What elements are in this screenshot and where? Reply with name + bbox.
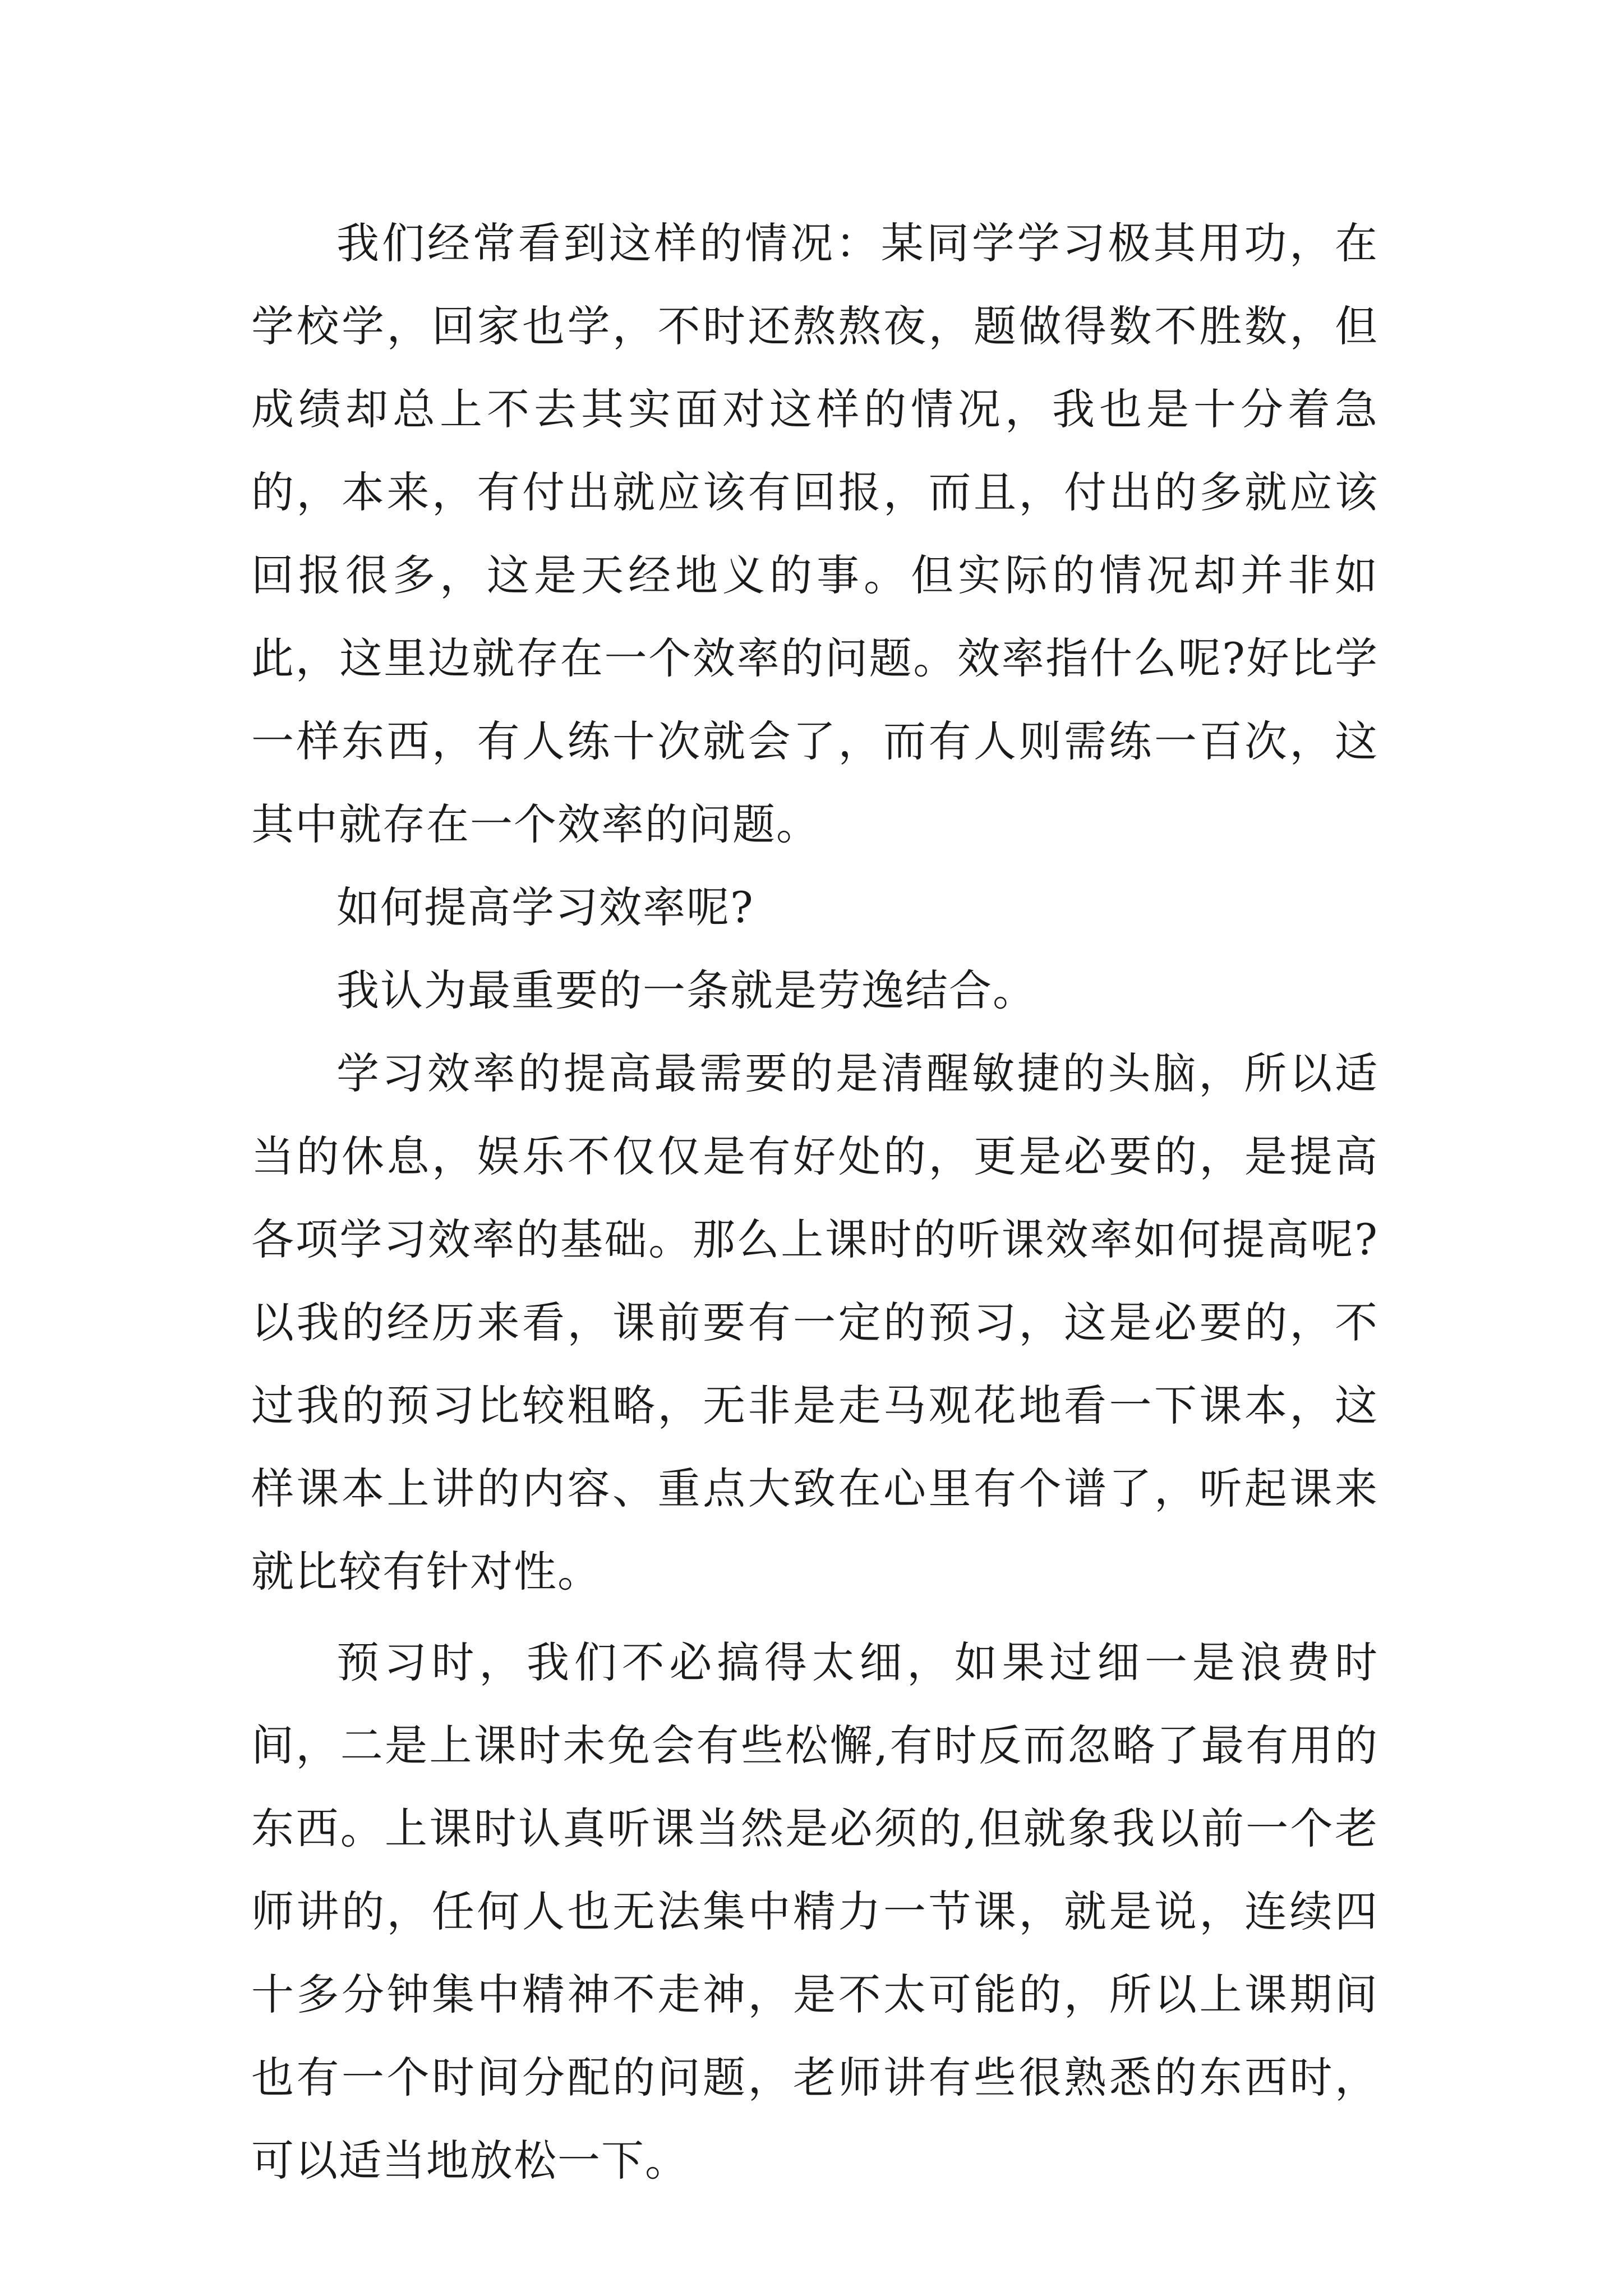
paragraph-3: 我认为最重要的一条就是劳逸结合。: [336, 965, 1036, 1015]
paragraph-2: 如何提高学习效率呢?: [336, 882, 754, 932]
paragraph-5: 预习时，我们不必搞得太细，如果过细一是浪费时间，二是上课时未免会有些松懈,有时反而忽略了最有用的东西。上课时认真听课当然是必须的,但就象我以前一个老师讲的，任何人也无法集中精力一节课，就是说，连续四十多分钟集中精神不走神，是不太可能的，所以上课期间也有一个时间分配的问题，老师讲有些很熟悉的东西时，可以适当地放松一下。: [251, 1637, 1378, 2185]
document-body: [251, 202, 1378, 2202]
paragraph-1: 我们经常看到这样的情况：某同学学习极其用功，在学校学，回家也学，不时还熬熬夜，题做得数不胜数，但成绩却总上不去其实面对这样的情况，我也是十分着急的，本来，有付出就应该有回报，而且，付出的多就应该回报很多，这是天经地义的事。但实际的情况却并非如此，这里边就存在一个效率的问题。效率指什么呢?好比学一样东西，有人练十次就会了，而有人则需练一百次，这其中就存在一个效率的问题。: [251, 218, 1378, 849]
paragraph-4: 学习效率的提高最需要的是清醒敏捷的头脑，所以适当的休息，娱乐不仅仅是有好处的，更是必要的，是提高各项学习效率的基础。那么上课时的听课效率如何提高呢?以我的经历来看，课前要有一定的预习，这是必要的，不过我的预习比较粗略，无非是走马观花地看一下课本，这样课本上讲的内容、重点大致在心里有个谱了，听起课来就比较有针对性。: [251, 1048, 1378, 1596]
